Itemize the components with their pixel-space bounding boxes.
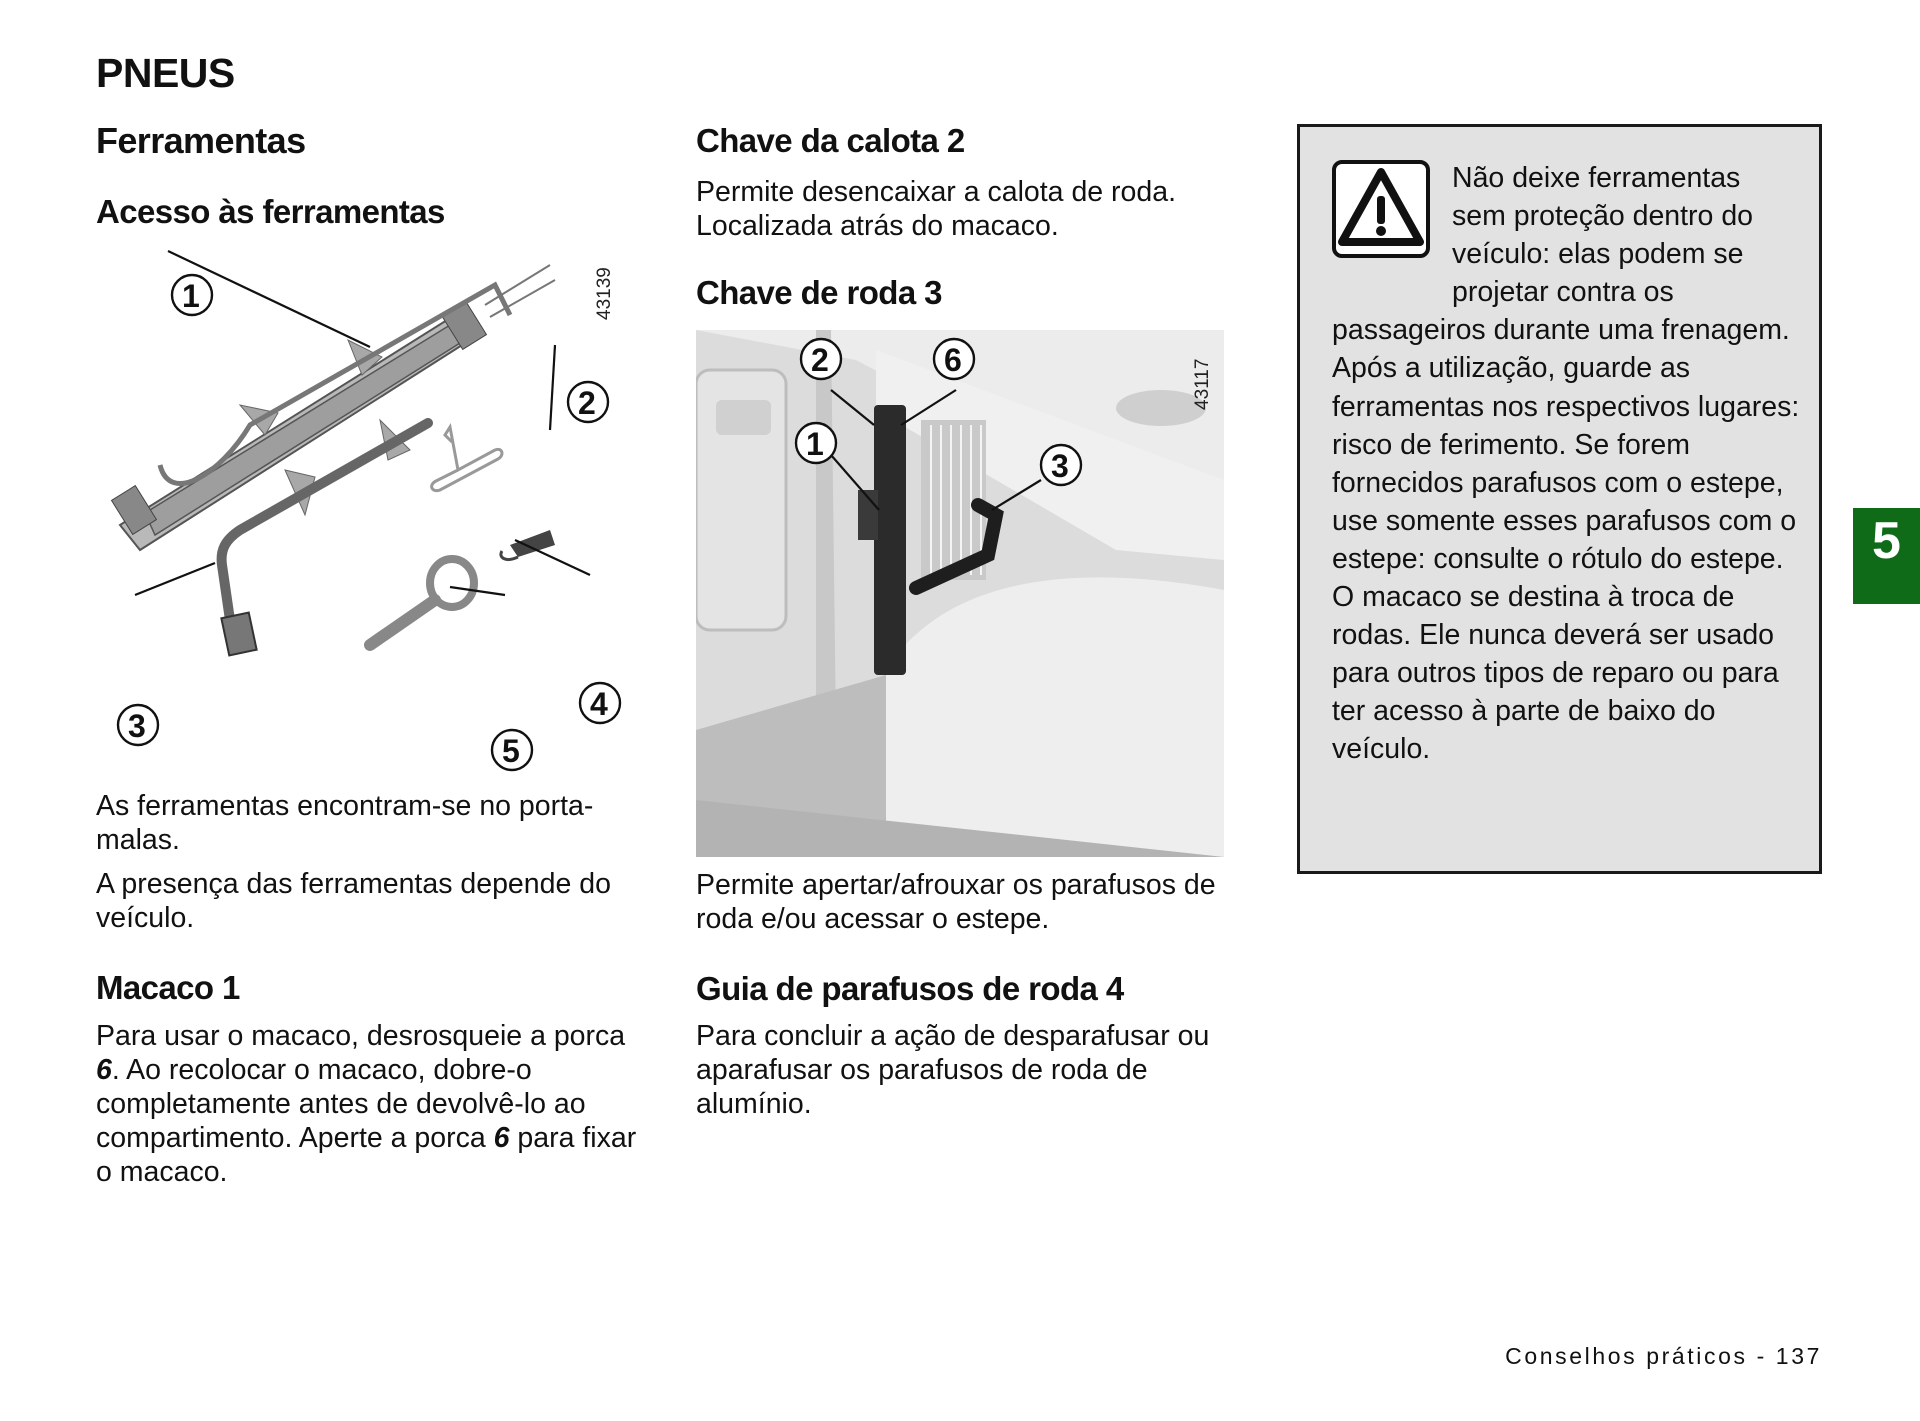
figure-code: 43117: [1192, 358, 1213, 410]
item-number: 6: [96, 1054, 112, 1086]
section-heading-ferramentas: Ferramentas: [96, 120, 306, 161]
heading-macaco: Macaco 1: [96, 969, 240, 1006]
heading-chave-roda: Chave de roda 3: [696, 274, 942, 311]
callout-5: [492, 730, 532, 770]
svg-text:2: 2: [578, 385, 596, 421]
hubcap-key-illustration: [432, 427, 502, 491]
callout-3: [118, 705, 158, 745]
paragraph-chave-roda: Permite apertar/afrouxar os parafusos de roda e/ou acessar o estepe.: [696, 869, 1216, 935]
towing-eye-illustration: [370, 559, 474, 645]
page-footer: Conselhos práticos - 137: [1505, 1343, 1822, 1369]
warning-paragraph-2: O macaco se destina à troca de rodas. Ele nunca deverá ser usado para outros tipos de reparo ou para ter acesso à parte de baixo do veículo.: [1332, 581, 1779, 766]
item-number: 6: [493, 1122, 510, 1154]
callout-2: [801, 339, 841, 379]
svg-text:3: 3: [128, 708, 146, 744]
heading-chave-calota: Chave da calota 2: [696, 122, 965, 159]
paragraph-macaco: Para usar o macaco, desrosqueie a porca 6. Ao recolocar o macaco, dobre-o completamente antes de devolvê-lo ao compartimento. Aperte a porca 6 para fixar o macaco.: [96, 1020, 637, 1188]
callout-1: [172, 275, 212, 315]
svg-text:6: 6: [944, 342, 962, 378]
callout-6: [934, 339, 974, 379]
callout-1: [796, 423, 836, 463]
svg-text:1: 1: [182, 278, 200, 314]
paragraph-chave-calota: Permite desencaixar a calota de roda. Localizada atrás do macaco.: [696, 176, 1177, 242]
paragraph-tools-location: As ferramentas encontram-se no porta-malas.: [96, 790, 594, 856]
warning-text: [1332, 159, 1802, 769]
svg-text:4: 4: [590, 686, 608, 722]
warning-box: [1297, 124, 1822, 874]
page-title: PNEUS: [96, 50, 235, 96]
warning-paragraph-1: Não deixe ferramentas sem proteção dentro do veículo: elas podem se projetar contra os passageiros durante uma frenagem. Após a utilização, guarde as ferramentas nos respectivos lugares: risco de ferimento. Se forem fornecidos parafusos com o estepe, use somente esses parafusos com o estepe: consulte o rótulo do estepe.: [1332, 162, 1800, 575]
svg-text:3: 3: [1051, 448, 1069, 484]
chapter-tab: 5: [1853, 508, 1920, 604]
heading-guia-parafusos: Guia de parafusos de roda 4: [696, 970, 1124, 1007]
tools-illustration: [100, 245, 640, 780]
callout-3: [1041, 445, 1081, 485]
callout-2: [568, 382, 608, 422]
trunk-photo-illustration: [696, 330, 1224, 857]
svg-text:2: 2: [811, 342, 829, 378]
paragraph-guia-parafusos: Para concluir a ação de desparafusar ou aparafusar os parafusos de roda de alumínio.: [696, 1020, 1210, 1120]
svg-text:1: 1: [806, 426, 824, 462]
callout-4: [580, 683, 620, 723]
paragraph-tools-presence: A presença das ferramentas depende do veículo.: [96, 868, 611, 934]
figure-code: 43139: [594, 267, 615, 320]
svg-text:5: 5: [502, 733, 520, 769]
subheading-acesso: Acesso às ferramentas: [96, 193, 445, 230]
